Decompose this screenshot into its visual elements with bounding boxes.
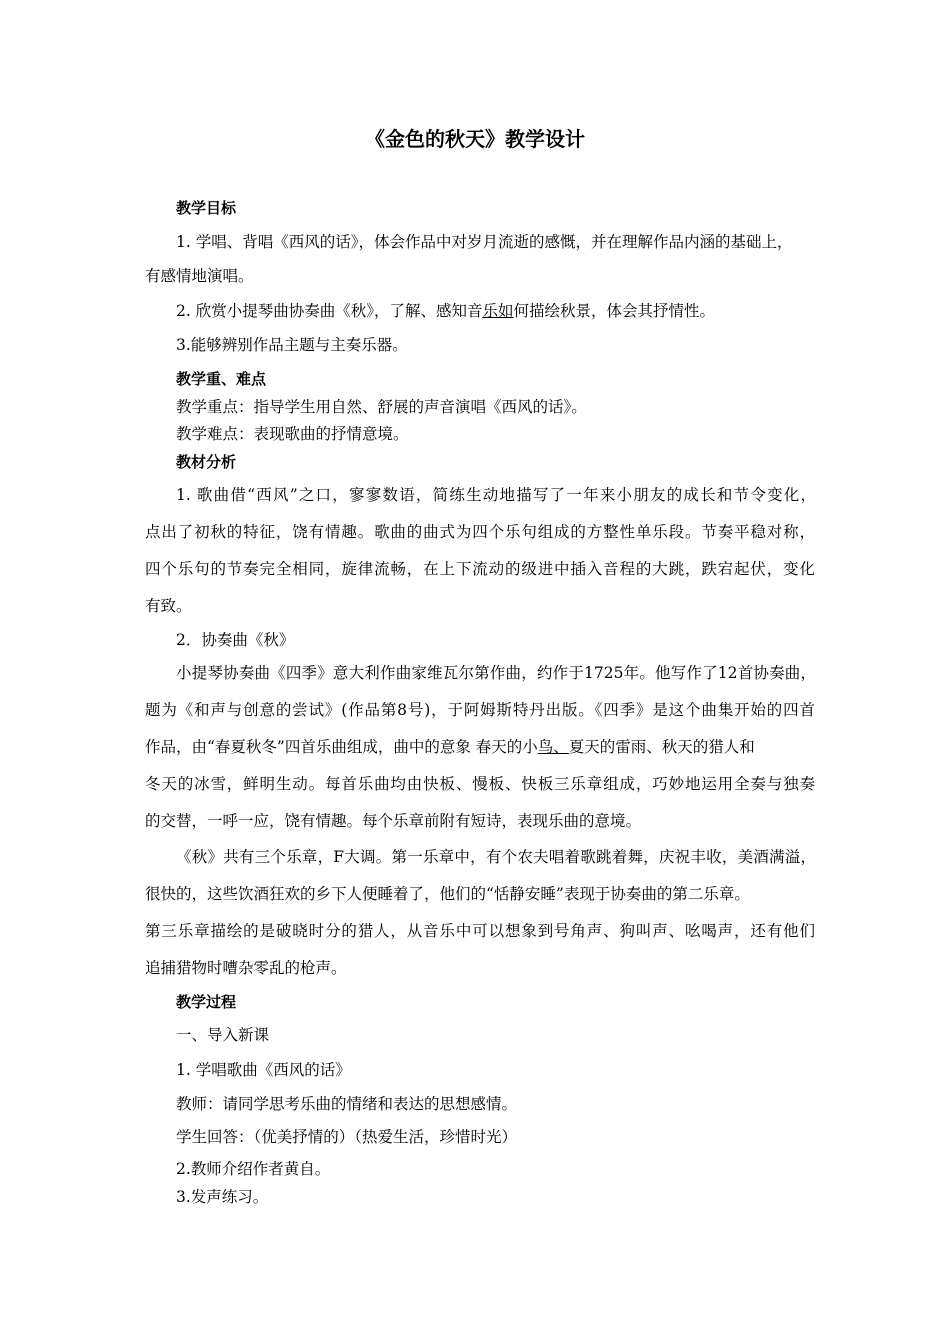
goal-item-2-underlined: 乐如 xyxy=(482,302,514,320)
analysis-p3-line-2: 题为《和声与创意的尝试》(作品第8号)，于阿姆斯特丹出版。《四季》是这个曲集开始的四首 xyxy=(145,701,815,719)
analysis-p1-line-3: 四个乐句的节奏完全相同，旋律流畅，在上下流动的级进中插入音程的大跳，跌宕起伏，变化 xyxy=(145,560,815,578)
analysis-p3-line-1: 小提琴协奏曲《四季》意大利作曲家维瓦尔第作曲，约作于1725年。他写作了12首协奏曲， xyxy=(176,664,816,682)
section-heading-key-points: 教学重、难点 xyxy=(176,370,267,388)
process-step-1: 1. 学唱歌曲《西风的话》 xyxy=(176,1061,351,1079)
section-heading-analysis: 教材分析 xyxy=(176,453,237,471)
analysis-p4-line-4: 追捕猎物时嘈杂零乱的枪声。 xyxy=(145,959,347,977)
process-teacher-line: 教师：请同学思考乐曲的情绪和表达的思想感情。 xyxy=(176,1095,518,1113)
section-heading-goals: 教学目标 xyxy=(176,199,237,217)
goal-item-3: 3.能够辨别作品主题与主奏乐器。 xyxy=(176,336,408,354)
goal-item-2-text-a: 2. 欣赏小提琴曲协奏曲《秋》，了解、感知音 xyxy=(176,302,483,320)
analysis-p1-line-4: 有致。 xyxy=(145,597,192,615)
goal-item-2-text-b: 何描绘秋景，体会其抒情性。 xyxy=(513,302,715,320)
analysis-p4-line-1: 《秋》共有三个乐章，F大调。第一乐章中，有个农夫唱着歌跳着舞，庆祝丰收，美酒满溢， xyxy=(176,848,816,866)
goal-item-1-line-1: 1. 学唱、背唱《西风的话》，体会作品中对岁月流逝的感慨，并在理解作品内涵的基础上， xyxy=(176,233,793,251)
analysis-p3-line-3 xyxy=(145,737,815,757)
key-point-focus: 教学重点：指导学生用自然、舒展的声音演唱《西风的话》。 xyxy=(176,398,587,416)
process-step-2: 2.教师介绍作者黄自。 xyxy=(176,1160,331,1178)
analysis-p3-line-3-text-a: 作品，由“春夏秋冬”四首乐曲组成，曲中的意象 春天的小 xyxy=(145,738,538,756)
document-title: 《金色的秋天》教学设计 xyxy=(365,127,585,151)
process-step-3: 3.发声练习。 xyxy=(176,1188,269,1206)
analysis-p3-line-5: 的交替，一呼一应，饶有情趣。每个乐章前附有短诗，表现乐曲的意境。 xyxy=(145,812,642,830)
key-point-difficulty: 教学难点：表现歌曲的抒情意境。 xyxy=(176,425,409,443)
section-heading-process: 教学过程 xyxy=(176,993,237,1011)
process-student-line: 学生回答：（优美抒情的）（热爱生活，珍惜时光） xyxy=(176,1128,518,1146)
analysis-p3-line-4: 冬天的冰雪，鲜明生动。每首乐曲均由快板、慢板、快板三乐章组成，巧妙地运用全奏与独奏 xyxy=(145,775,815,793)
analysis-p1-line-2: 点出了初秋的特征，饶有情趣。歌曲的曲式为四个乐句组成的方整性单乐段。节奏平稳对称， xyxy=(145,523,815,541)
goal-item-1-line-2: 有感情地演唱。 xyxy=(145,267,254,285)
analysis-p3-line-3-underlined: 鸟、 xyxy=(537,738,569,756)
analysis-p1-line-1: 1. 歌曲借“西风”之口，寥寥数语，简练生动地描写了一年来小朋友的成长和节令变化， xyxy=(176,486,816,504)
analysis-p3-line-3-text-b: 夏天的雷雨、秋天的猎人和 xyxy=(568,738,755,756)
analysis-p4-line-3: 第三乐章描绘的是破晓时分的猎人，从音乐中可以想象到号角声、狗叫声、吆喝声，还有他们 xyxy=(145,922,815,940)
analysis-p2-title: 2．协奏曲《秋》 xyxy=(176,631,295,649)
process-step-intro: 一、导入新课 xyxy=(176,1026,270,1044)
analysis-p4-line-2: 很快的，这些饮酒狂欢的乡下人便睡着了，他们的“恬静安睡”表现于协奏曲的第二乐章。 xyxy=(145,885,750,903)
goal-item-2 xyxy=(176,301,846,321)
